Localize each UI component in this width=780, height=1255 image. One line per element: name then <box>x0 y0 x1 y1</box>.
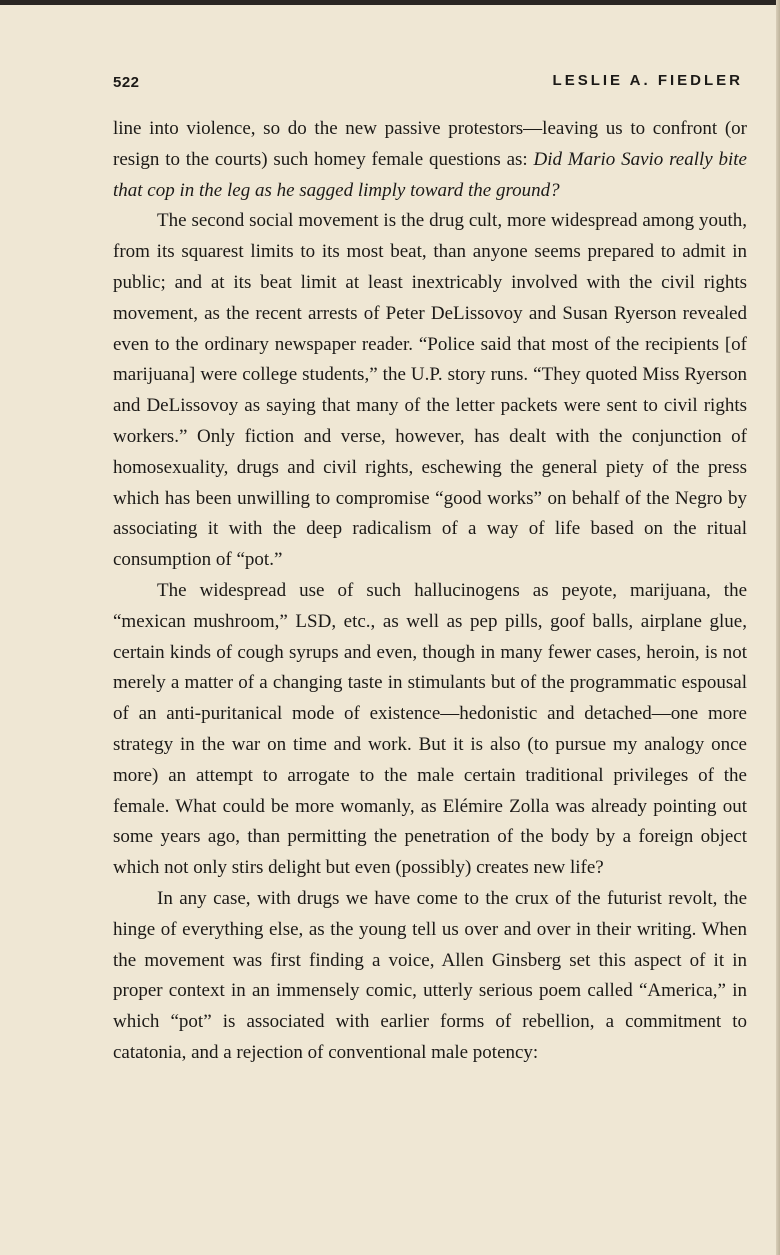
paragraph-2: The second social movement is the drug cult, more widespread among youth, from its squarest limits to its most beat, than anyone seems prepared to admit in public; and at its beat limit at least inextricably involved with the civil rights movement, as the recent arrests of Peter DeLissovoy and Susan Ryerson revealed even to the ordinary newspaper reader. “Police said that most of the recipients [of marijuana] were college students,” the U.P. story runs. “They quoted Miss Ryerson and DeLissovoy as saying that many of the letter packets were sent to civil rights workers.” Only fiction and verse, however, has dealt with the conjunction of homosexuality, drugs and civil rights, eschewing the general piety of the press which has been unwilling to compromise “good works” on behalf of the Negro by associating it with the deep radicalism of a way of life based on the ritual consumption of “pot.” <box>113 210 747 571</box>
paragraph-4: In any case, with drugs we have come to the crux of the futurist revolt, the hinge of everything else, as the young tell us over and over in their writing. When the movement was first finding a voice, Allen Ginsberg set this aspect of it in proper context in an immensely comic, utterly serious poem called “America,” in which “pot” is associated with earlier forms of rebellion, a commitment to catatonia, and a rejection of conventional male potency: <box>113 887 747 1063</box>
page-number: 522 <box>113 74 140 91</box>
page-top-edge <box>0 0 780 5</box>
page-header <box>113 72 743 96</box>
paragraph-1-italic: Did Mario Savio really bite that cop in the leg as he sagged limply toward the ground? <box>113 148 747 201</box>
running-head: LESLIE A. FIEDLER <box>552 72 743 89</box>
page-right-edge <box>776 0 780 1255</box>
paragraph-1 <box>113 114 747 206</box>
paragraph-1-text: line into violence, so do the new passive protestors—leaving us to confront (or resign to the courts) such homey female questions as: <box>113 118 747 170</box>
body-text <box>113 114 747 1069</box>
paragraph-3: The widespread use of such hallucinogens as peyote, marijuana, the “mexican mushroom,” LSD, etc., as well as pep pills, goof balls, airplane glue, certain kinds of cough syrups and even, though in many fewer cases, heroin, is not merely a matter of a changing taste in stimulants but of the programmatic espousal of an anti-puritanical mode of existence—hedonistic and detached—one more strategy in the war on time and work. But it is also (to pursue my analogy once more) an attempt to arrogate to the male certain traditional privileges of the female. What could be more womanly, as Elémire Zolla was already pointing out some years ago, than permitting the penetration of the body by a foreign object which not only stirs delight but even (possibly) creates new life? <box>113 579 747 879</box>
